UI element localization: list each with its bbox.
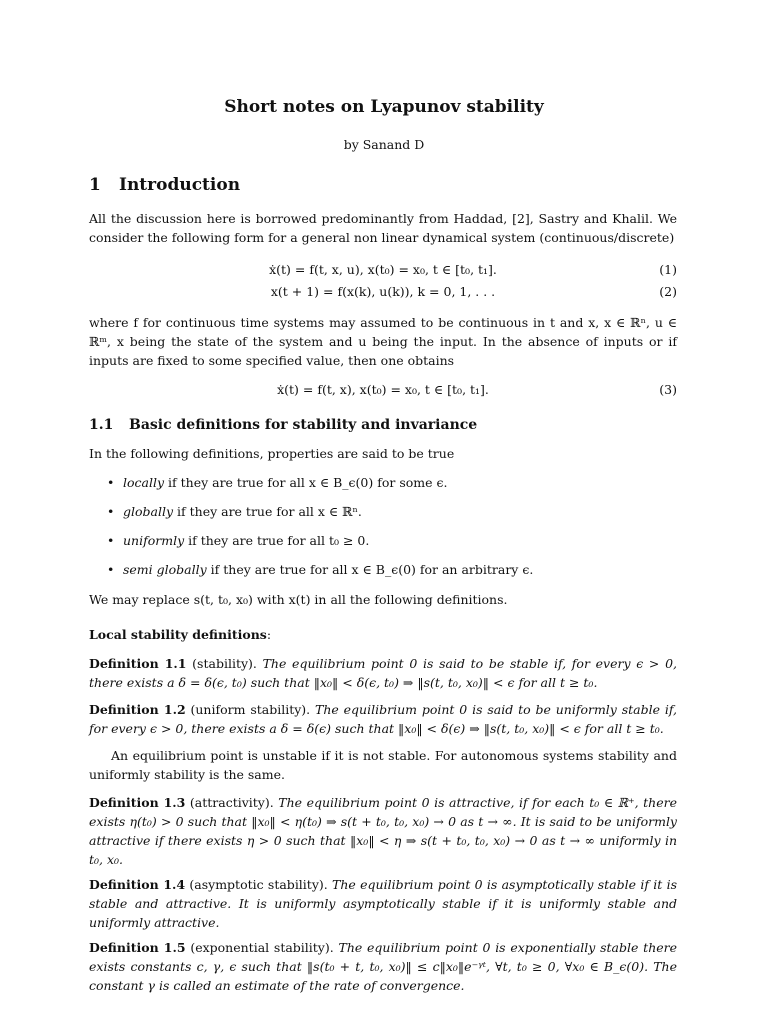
bullet-icon: • — [107, 475, 115, 490]
definition-1-2 — [89, 700, 677, 738]
bullet-text: if they are true for all x ∈ B_ϵ(0) for an arbitrary ϵ. — [206, 562, 534, 577]
definition-body: The equilibrium point 0 is attractive, if for each t₀ ∈ ℝ⁺, there exists η(t₀) > 0 such that ‖x₀‖ < η(t₀) ⇒ s(t + t₀, t₀, x₀) → 0 as t → ∞. It is said to be uniformly attractive if there exists η > 0 such that ‖x₀‖ < η ⇒ s(t + t₀, t₀, x₀) → 0 as t → ∞ uniformly in t₀, x₀. — [89, 795, 678, 867]
definition-label: Definition 1.4 — [89, 877, 186, 892]
bullet-text: if they are true for all x ∈ B_ϵ(0) for some ϵ. — [164, 475, 448, 490]
bullet-term: locally — [123, 475, 165, 490]
paper-author: by Sanand D — [343, 137, 425, 152]
definition-name: (attractivity). — [185, 795, 274, 810]
definition-body: The equilibrium point 0 is exponentially stable there exists constants c, γ, ϵ such that ‖s(t₀ + t, t₀, x₀)‖ ≤ c‖x₀‖e⁻ᵞᵗ, ∀t, t₀ ≥ 0, ∀x₀ ∈ B_ϵ(0). The constant γ is called an estimate of the rate of convergence. — [89, 940, 678, 993]
definition-name: (exponential stability). — [185, 940, 334, 955]
subsection-heading — [89, 416, 477, 435]
bullet-icon: • — [107, 562, 115, 577]
intro-paragraph: All the discussion here is borrowed predominantly from Haddad, [2], Sastry and Khalil. We consider the following form for a general non linear dynamical system (continuous/discrete) — [89, 211, 677, 245]
unstable-paragraph: An equilibrium point is unstable if it is not stable. For autonomous systems stability and uniformly stability is the same. — [89, 748, 677, 782]
bullet-icon: • — [107, 533, 115, 548]
definition-name: (stability). — [186, 656, 257, 671]
bullet-term: globally — [123, 504, 174, 519]
definition-1-3 — [89, 793, 677, 869]
bullet-item — [107, 560, 677, 579]
definition-label: Definition 1.3 — [89, 795, 186, 810]
bullet-item — [107, 502, 677, 521]
subsection-number: 1.1 — [89, 417, 114, 433]
equation-3 — [89, 380, 677, 399]
equation-3-tag: (3) — [659, 382, 677, 397]
local-stability-heading-text: Local stability definitions — [89, 627, 267, 642]
bullet-term: uniformly — [123, 533, 185, 548]
section-title: Introduction — [119, 175, 241, 195]
equation-1-body: ẋ(t) = f(t, x, u), x(t₀) = x₀, t ∈ [t₀, t₁]. — [269, 262, 497, 277]
bullet-icon: • — [107, 504, 115, 519]
definition-label: Definition 1.2 — [89, 702, 186, 717]
definition-name: (asymptotic stability). — [185, 877, 328, 892]
equation-2 — [89, 282, 677, 301]
subsection-title: Basic definitions for stability and invariance — [129, 417, 478, 433]
definition-label: Definition 1.5 — [89, 940, 186, 955]
where-paragraph: where f for continuous time systems may assumed to be continuous in t and x, x ∈ ℝⁿ, u ∈ ℝᵐ, x being the state of the system and u being the input. In the absence of inputs or if inputs are fixed to some specified value, then one obtains — [89, 315, 677, 368]
section-heading — [89, 176, 240, 195]
definition-label: Definition 1.1 — [89, 656, 187, 671]
equation-2-tag: (2) — [659, 284, 677, 299]
bullet-item — [107, 531, 677, 550]
definition-1-1 — [89, 654, 677, 692]
replace-sentence: We may replace s(t, t₀, x₀) with x(t) in all the following definitions. — [89, 592, 508, 607]
bullet-text: if they are true for all x ∈ ℝⁿ. — [173, 504, 362, 519]
paper-title: Short notes on Lyapunov stability — [224, 97, 544, 117]
bullet-text: if they are true for all t₀ ≥ 0. — [184, 533, 370, 548]
definition-body: The equilibrium point 0 is said to be stable if, for every ϵ > 0, there exists a δ = δ(ϵ, t₀) such that ‖x₀‖ < δ(ϵ, t₀) ⇒ ‖s(t, t₀, x₀)‖ < ϵ for all t ≥ t₀. — [89, 656, 677, 690]
local-stability-heading — [89, 625, 677, 644]
local-stability-heading-colon: : — [266, 627, 272, 642]
definition-1-4 — [89, 875, 677, 932]
equation-2-body: x(t + 1) = f(x(k), u(k)), k = 0, 1, . . . — [270, 284, 496, 299]
equation-1 — [89, 260, 677, 279]
bullet-term: semi globally — [123, 562, 207, 577]
definition-1-5 — [89, 938, 677, 995]
section-number: 1 — [89, 175, 101, 195]
definition-name: (uniform stability). — [185, 702, 311, 717]
definition-body: The equilibrium point 0 is said to be uniformly stable if, for every ϵ > 0, there exists a δ = δ(ϵ) such that ‖x₀‖ < δ(ϵ) ⇒ ‖s(t, t₀, x₀)‖ < ϵ for all t ≥ t₀. — [89, 702, 678, 736]
definitions-intro: In the following definitions, properties are said to be true — [89, 446, 455, 461]
definition-body: The equilibrium point 0 is asymptotically stable if it is stable and attractive. It is uniformly asymptotically stable if it is uniformly stable and uniformly attractive. — [89, 877, 678, 930]
equation-3-body: ẋ(t) = f(t, x), x(t₀) = x₀, t ∈ [t₀, t₁]. — [277, 382, 489, 397]
equation-1-tag: (1) — [659, 262, 677, 277]
bullet-item — [107, 473, 677, 492]
